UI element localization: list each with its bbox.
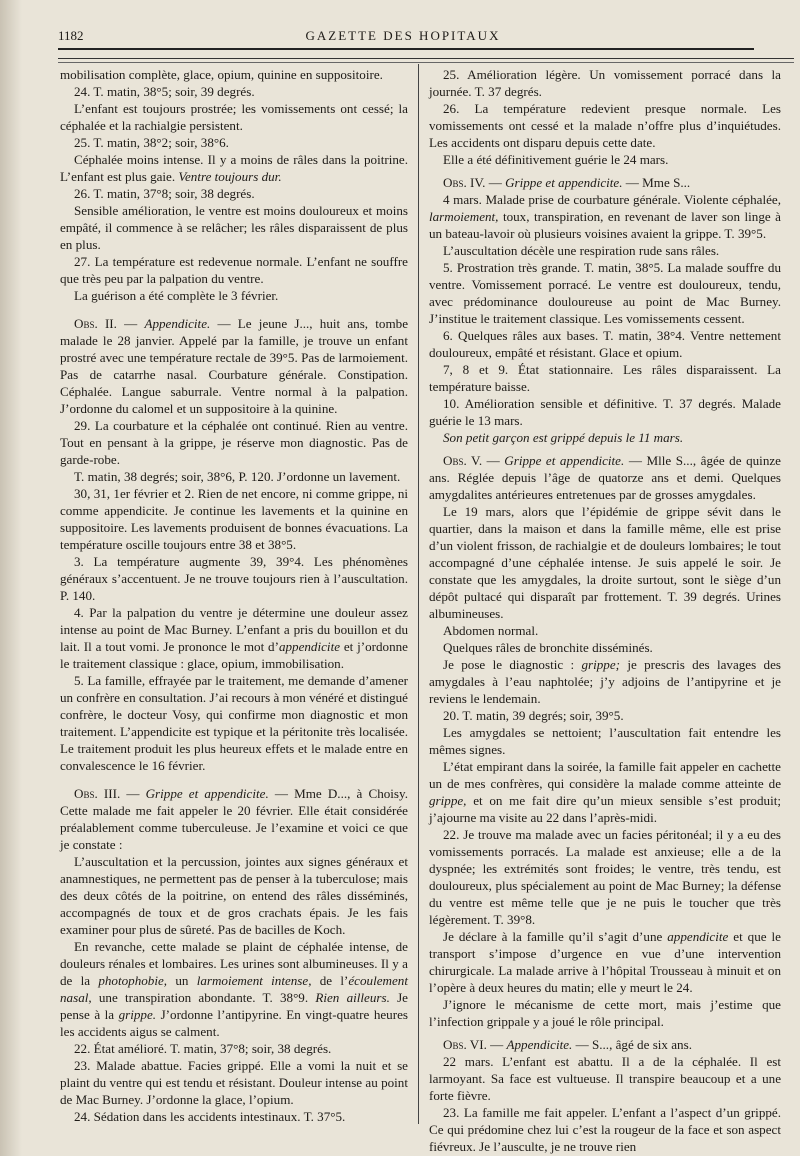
- paragraph: [429, 758, 781, 826]
- paragraph: [60, 672, 408, 774]
- italic-note: Son petit garçon est grippé depuis le 11 mars.: [443, 430, 684, 445]
- paragraph: [429, 622, 781, 639]
- italic-term: appendicite: [278, 639, 341, 654]
- text-run: un: [167, 973, 197, 988]
- paragraph: [60, 185, 408, 202]
- italic-term: photophobie,: [98, 973, 168, 988]
- text-run: 20. T. matin, 39 degrés; soir, 39°5.: [443, 708, 624, 723]
- text-run: — Le jeune J..., huit ans, tombe malade le 28 janvier. Appelé par la famille, je trouve un enfant prostré avec une température rectale de 39°5. Pas de larmoiement. Pas de catarrhe nasal. Courbature générale. Constipation. Céphalée. Langue saburrale. Ventre normal à la palpation. J’ordonne du calomel et un suppositoire à la quinine.: [60, 316, 409, 416]
- text-run: Quelques râles de bronchite disséminés.: [443, 640, 653, 655]
- text-run: Elle a été définitivement guérie le 24 mars.: [443, 152, 669, 167]
- italic-term: larmoiement intense,: [196, 973, 312, 988]
- text-run: 27. La température est redevenue normale. L’enfant ne souffre que très peu par la palpation du ventre.: [60, 254, 408, 286]
- text-run: Céphalée moins intense. Il y a moins de râles dans la poitrine. L’enfant est plus gaie.: [60, 152, 408, 184]
- paragraph: [429, 66, 781, 100]
- italic-term: grippe;: [581, 657, 621, 672]
- page-header: [58, 28, 748, 46]
- paragraph: [60, 66, 408, 83]
- italic-term: grippe,: [429, 793, 467, 808]
- text-run: Les amygdales se nettoient; l’auscultation fait entendre les mêmes signes.: [429, 725, 781, 757]
- paragraph: [429, 656, 781, 707]
- paragraph: [60, 134, 408, 151]
- paragraph: [60, 938, 408, 1040]
- text-run: L’état empirant dans la soirée, la famille fait appeler en cachette un de mes confrères, qui considère la malade comme atteinte de: [429, 759, 781, 791]
- paragraph: [429, 259, 781, 327]
- paragraph: [60, 253, 408, 287]
- text-run: et j’ordonne le traitement classique : glace, opium, immobilisation.: [60, 639, 408, 671]
- text-run: 10. Amélioration sensible et définitive. T. 37 degrés. Malade guérie le 13 mars.: [429, 396, 781, 428]
- text-run: toux, transpiration, en revenant de laver son linge à un bateau-lavoir où plusieurs voisines avaient la grippe. T. 39°5.: [429, 209, 781, 241]
- text-run: Je pose le diagnostic :: [443, 657, 582, 672]
- text-run: J’ignore le mécanisme de cette mort, mais j’estime que l’infection grippale y a joué le rôle principal.: [429, 997, 781, 1029]
- observation-label: Obs. VI.: [443, 1037, 487, 1052]
- paragraph: [60, 1040, 408, 1057]
- text-run: 23. Malade abattue. Facies grippé. Elle a vomi la nuit et se plaint du ventre qui est tendu et résistant. Douleur intense au point de Mac Burney. J’ordonne la glace, l’opium.: [60, 1058, 408, 1107]
- text-run: Le 19 mars, alors que l’épidémie de grippe sévit dans le quartier, dans la maison et dans la famille même, elle est prise d’un violent frisson, de rachialgie et de douleurs lombaires; le tout accompagné d’une céphalée intense. Je suis appelé le soir. Je constate que les amygdales, la droite surtout, sont le siège d’un dépôt pultacé qui disparaît par frottement. T. 39 degrés. Urines albumineuses.: [429, 504, 781, 621]
- text-run: — Mlle S..., âgée de quinze ans. Réglée depuis l’âge de quatorze ans et demi. Quelques amygdalites antérieures entretenues par de grosses amygdales.: [429, 453, 781, 502]
- observation-label: Obs. III.: [74, 786, 121, 801]
- text-run: 25. Amélioration légère. Un vomissement porracé dans la journée. T. 37 degrés.: [429, 67, 781, 99]
- header-rule: [58, 48, 754, 50]
- text-run: 25. T. matin, 38°2; soir, 38°6.: [74, 135, 229, 150]
- paragraph: [429, 928, 781, 996]
- text-run: 26. T. matin, 37°8; soir, 38 degrés.: [74, 186, 255, 201]
- text-run: 24. T. matin, 38°5; soir, 39 degrés.: [74, 84, 255, 99]
- paragraph: [429, 361, 781, 395]
- text-run: La guérison a été complète le 3 février.: [74, 288, 279, 303]
- italic-term: écoulement nasal,: [60, 973, 408, 1005]
- text-run: — Mme S...: [622, 175, 691, 190]
- text-run: 24. Sédation dans les accidents intestinaux. T. 37°5.: [74, 1109, 346, 1124]
- observation-label: Obs. II.: [74, 316, 117, 331]
- italic-term: appendicite: [667, 929, 729, 944]
- dash: —: [486, 1037, 507, 1052]
- observation-title: Appendicite.: [144, 316, 211, 331]
- text-run: Je pense à la: [60, 990, 408, 1022]
- dash: —: [482, 453, 505, 468]
- observation-heading-paragraph: [60, 315, 408, 417]
- text-run: mobilisation complète, glace, opium, quinine en suppositoire.: [60, 67, 383, 82]
- paragraph: [429, 639, 781, 656]
- paragraph: [60, 485, 408, 553]
- italic-term: larmoiement,: [429, 209, 499, 224]
- text-run: de l’: [311, 973, 349, 988]
- observation-title: Appendicite.: [506, 1037, 573, 1052]
- italic-term: Ventre toujours dur.: [178, 169, 282, 184]
- text-run: 22. Je trouve ma malade avec un facies péritonéal; il y a eu des vomissements porracés. La malade est anxieuse; elle a de la dyspnée; les extrémités sont froides; le ventre, très tendu, est douloureux, plus spécialement au point de Mac Burney; la défense du ventre est même telle que je ne puis le toucher que très légèrement. T. 39°8.: [429, 827, 781, 927]
- paragraph: [60, 468, 408, 485]
- paragraph: [429, 503, 781, 622]
- text-run: je prescris des lavages des amygdales à l’eau naphtolée; j’y adjoins de l’antipyrine et je reviens le lendemain.: [429, 657, 781, 706]
- text-run: 3. La température augmente 39, 39°4. Les phénomènes généraux s’accentuent. Je ne trouve toujours rien à l’auscultation. P. 140.: [60, 554, 408, 603]
- paragraph: [60, 1057, 408, 1108]
- text-run: 22 mars. L’enfant est abattu. Il a de la céphalée. Il est larmoyant. Sa face est vultueuse. Il transpire beaucoup et a une forte fièvre.: [429, 1054, 781, 1103]
- paragraph: [429, 707, 781, 724]
- paragraph: [429, 1053, 781, 1104]
- observation-title: Grippe et appendicite.: [505, 175, 623, 190]
- text-run: 26. La température redevient presque normale. Les vomissements ont cessé et la malade n’offre plus d’inquiétudes. Les accidents ont disparu depuis cette date.: [429, 101, 781, 150]
- italic-term: Rien ailleurs.: [315, 990, 390, 1005]
- paragraph: [429, 100, 781, 151]
- observation-heading-paragraph: [429, 174, 781, 191]
- paragraph: [60, 202, 408, 253]
- text-run: Abdomen normal.: [443, 623, 539, 638]
- dash: —: [485, 175, 506, 190]
- text-run: 6. Quelques râles aux bases. T. matin, 38°4. Ventre nettement douloureux, empâté et résistant. Glace et opium.: [429, 328, 781, 360]
- paragraph: [429, 151, 781, 168]
- observation-heading-paragraph: [429, 1036, 781, 1053]
- italic-term: grippe.: [118, 1007, 157, 1022]
- text-run: 7, 8 et 9. État stationnaire. Les râles disparaissent. La température baisse.: [429, 362, 781, 394]
- paragraph: [60, 83, 408, 100]
- right-column: [429, 66, 781, 1155]
- paragraph: [429, 429, 781, 446]
- paragraph: [60, 604, 408, 672]
- paragraph: [429, 327, 781, 361]
- double-rule-top: [58, 58, 794, 59]
- paragraph: [60, 1108, 408, 1125]
- paragraph: [429, 395, 781, 429]
- text-run: Sensible amélioration, le ventre est moins douloureux et moins empâté, il commence à se relâcher; les râles disparaissent de plus en plus.: [60, 203, 408, 252]
- text-run: 4. Par la palpation du ventre je détermine une douleur assez intense au point de Mac Burney. L’enfant a pris du bouillon et du lait. Il a tout vomi. Je prononce le mot d’: [60, 605, 408, 654]
- observation-label: Obs. V.: [443, 453, 483, 468]
- journal-title: GAZETTE DES HOPITAUX: [305, 28, 501, 43]
- text-run: et on me fait dire qu’un mieux sensible s’est produit; j’ajourne ma visite au 22 dans l’après-midi.: [429, 793, 781, 825]
- text-run: T. matin, 38 degrés; soir, 38°6, P. 120. J’ordonne un lavement.: [74, 469, 401, 484]
- text-run: 29. La courbature et la céphalée ont continué. Rien au ventre. Tout en pensant à la grippe, je réserve mon diagnostic. Pas de garde-robe.: [60, 418, 408, 467]
- dash: —: [120, 786, 146, 801]
- column-divider: [418, 64, 419, 1124]
- paragraph: [60, 151, 408, 185]
- paragraph: [429, 242, 781, 259]
- observation-title: Grippe et appendicite.: [145, 786, 269, 801]
- page-spine-shadow: [0, 0, 22, 1156]
- dash: —: [116, 316, 145, 331]
- paragraph: [429, 826, 781, 928]
- text-run: et que le transport s’impose d’urgence en vue d’une intervention chirurgicale. La malade arrive à l’hôpital Trousseau à minuit et on l’opère à deux heures du matin; elle y meurt le 24.: [429, 929, 781, 995]
- text-run: L’enfant est toujours prostrée; les vomissements ont cessé; la céphalée et la rachialgie persistent.: [60, 101, 408, 133]
- paragraph: [429, 724, 781, 758]
- observation-heading-paragraph: [429, 452, 781, 503]
- paragraph: [429, 1104, 781, 1155]
- paragraph: [60, 417, 408, 468]
- text-run: — Mme D..., à Choisy. Cette malade me fait appeler le 20 février. Elle était considérée préalablement comme tuberculeuse. Je l’examine et voici ce que je constate :: [60, 786, 408, 852]
- text-run: 23. La famille me fait appeler. L’enfant a l’aspect d’un grippé. Ce qui prédomine chez lui c’est la rougeur de la face et son aspect fiévreux. Je l’ausculte, je ne trouve rien: [429, 1105, 781, 1154]
- paragraph: [60, 100, 408, 134]
- paragraph: [429, 996, 781, 1030]
- text-run: En revanche, cette malade se plaint de céphalée intense, de douleurs rénales et lombaires. Les urines sont albumineuses. Il y a de la: [60, 939, 408, 988]
- text-run: Je déclare à la famille qu’il s’agit d’une: [443, 929, 668, 944]
- left-column: [60, 66, 408, 1125]
- double-rule-bottom: [58, 62, 794, 63]
- text-run: — S..., âgé de six ans.: [572, 1037, 692, 1052]
- observation-label: Obs. IV.: [443, 175, 486, 190]
- text-run: 4 mars. Malade prise de courbature générale. Violente céphalée,: [443, 192, 781, 207]
- page-number: 1182: [58, 28, 84, 43]
- text-run: 5. Prostration très grande. T. matin, 38°5. La malade souffre du ventre. Vomissement porracé. Le ventre est douloureux, tendu, avec prédominance douloureuse au point de Mac Burney. J’institue le traitement classique. Les vomissements cessent.: [429, 260, 781, 326]
- paragraph: [60, 287, 408, 304]
- text-run: L’auscultation et la percussion, jointes aux signes généraux et anamnestiques, ne permettent pas de penser à la tuberculose; mais des deux côtés de la poitrine, on entend des râles disséminés, accompagnés de toux et de gros crachats épais. Je les fais examiner pour plus de sûreté. Pas de bacilles de Koch.: [60, 854, 408, 937]
- text-run: 5. La famille, effrayée par le traitement, me demande d’amener un confrère en consultation. J’ai recours à mon vénéré et distingué confrère, le docteur Vosy, qui confirme mon diagnostic et mon traitement. L’appendicite est typique et la péritonite très localisée. Le traitement produit les plus heureux effets et le malade entre en convalescence le 16 février.: [60, 673, 408, 773]
- text-run: L’auscultation décèle une respiration rude sans râles.: [443, 243, 720, 258]
- text-run: une transpiration abondante. T. 38°9.: [91, 990, 316, 1005]
- text-run: 22. État amélioré. T. matin, 37°8; soir, 38 degrés.: [74, 1041, 332, 1056]
- paragraph: [429, 191, 781, 242]
- paragraph: [60, 853, 408, 938]
- text-run: J’ordonne l’antipyrine. En vingt-quatre heures les accidents aigus se calment.: [60, 1007, 409, 1039]
- text-run: 30, 31, 1er février et 2. Rien de net encore, ni comme grippe, ni comme appendicite. Je continue les lavements et la quinine en suppositoire. Les lavements produisent de bonnes évacuations. La température oscille toujours entre 38 et 38°5.: [60, 486, 408, 552]
- observation-heading-paragraph: [60, 785, 408, 853]
- paragraph: [60, 553, 408, 604]
- observation-title: Grippe et appendicite.: [504, 453, 625, 468]
